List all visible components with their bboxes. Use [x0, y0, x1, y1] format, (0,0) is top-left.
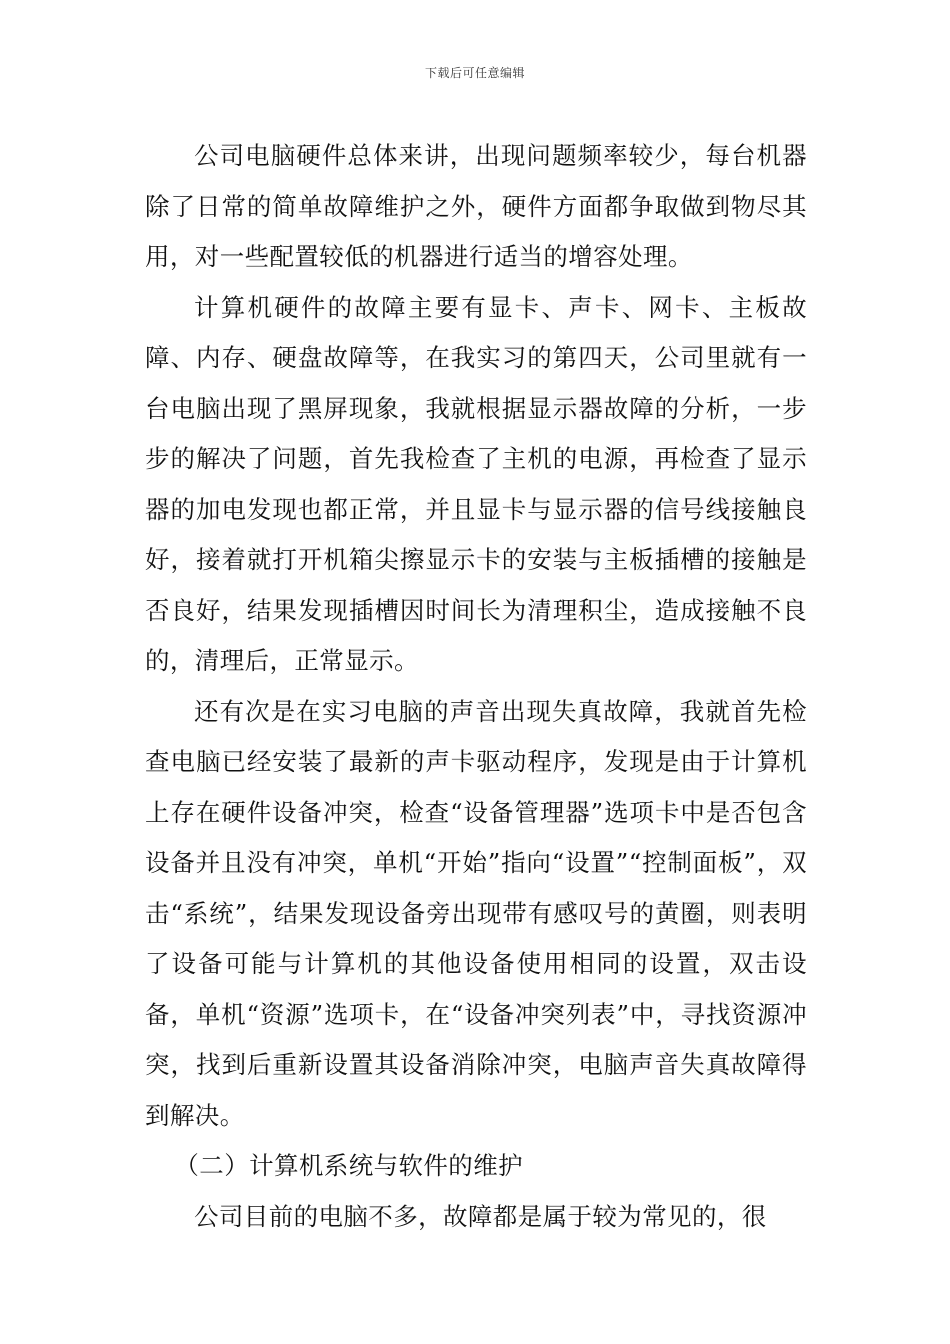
- paragraph-system-maintenance: 公司目前的电脑不多，故障都是属于较为常见的，很: [194, 1201, 767, 1231]
- document-body: [145, 131, 807, 1242]
- section-heading-system-software: （二）计算机系统与软件的维护: [174, 1151, 523, 1180]
- paragraph-black-screen-fault: 计算机硬件的故障主要有显卡、声卡、网卡、主板故障、内存、硬盘故障等，在我实习的第四天，公司里就有一台电脑出现了黑屏现象，我就根据显示器故障的分析，一步步的解决了问题，首先我检查了主机的电源，再检查了显示器的加电发现也都正常，并且显卡与显示器的信号线接触良好，接着就打开机箱尖擦显示卡的安装与主板插槽的接触是否良好，结果发现插槽因时间长为清理积尘，造成接触不良的，清理后，正常显示。: [145, 292, 807, 675]
- paragraph-hardware-overview: 公司电脑硬件总体来讲，出现问题频率较少，每台机器除了日常的简单故障维护之外，硬件方面都争取做到物尽其用，对一些配置较低的机器进行适当的增容处理。: [145, 141, 807, 271]
- page-header-note: 下载后可任意编辑: [424, 66, 525, 80]
- paragraph-sound-distortion-fault: 还有次是在实习电脑的声音出现失真故障，我就首先检查电脑已经安装了最新的声卡驱动程序，发现是由于计算机上存在硬件设备冲突，检查“设备管理器”选项卡中是否包含设备并且没有冲突，单机“开始”指向“设置”“控制面板”，双击“系统”，结果发现设备旁出现带有感叹号的黄圈，则表明了设备可能与计算机的其他设备使用相同的设置，双击设备，单机“资源”选项卡，在“设备冲突列表”中，寻找资源冲突，找到后重新设置其设备消除冲突，电脑声音失真故障得到解决。: [145, 696, 807, 1130]
